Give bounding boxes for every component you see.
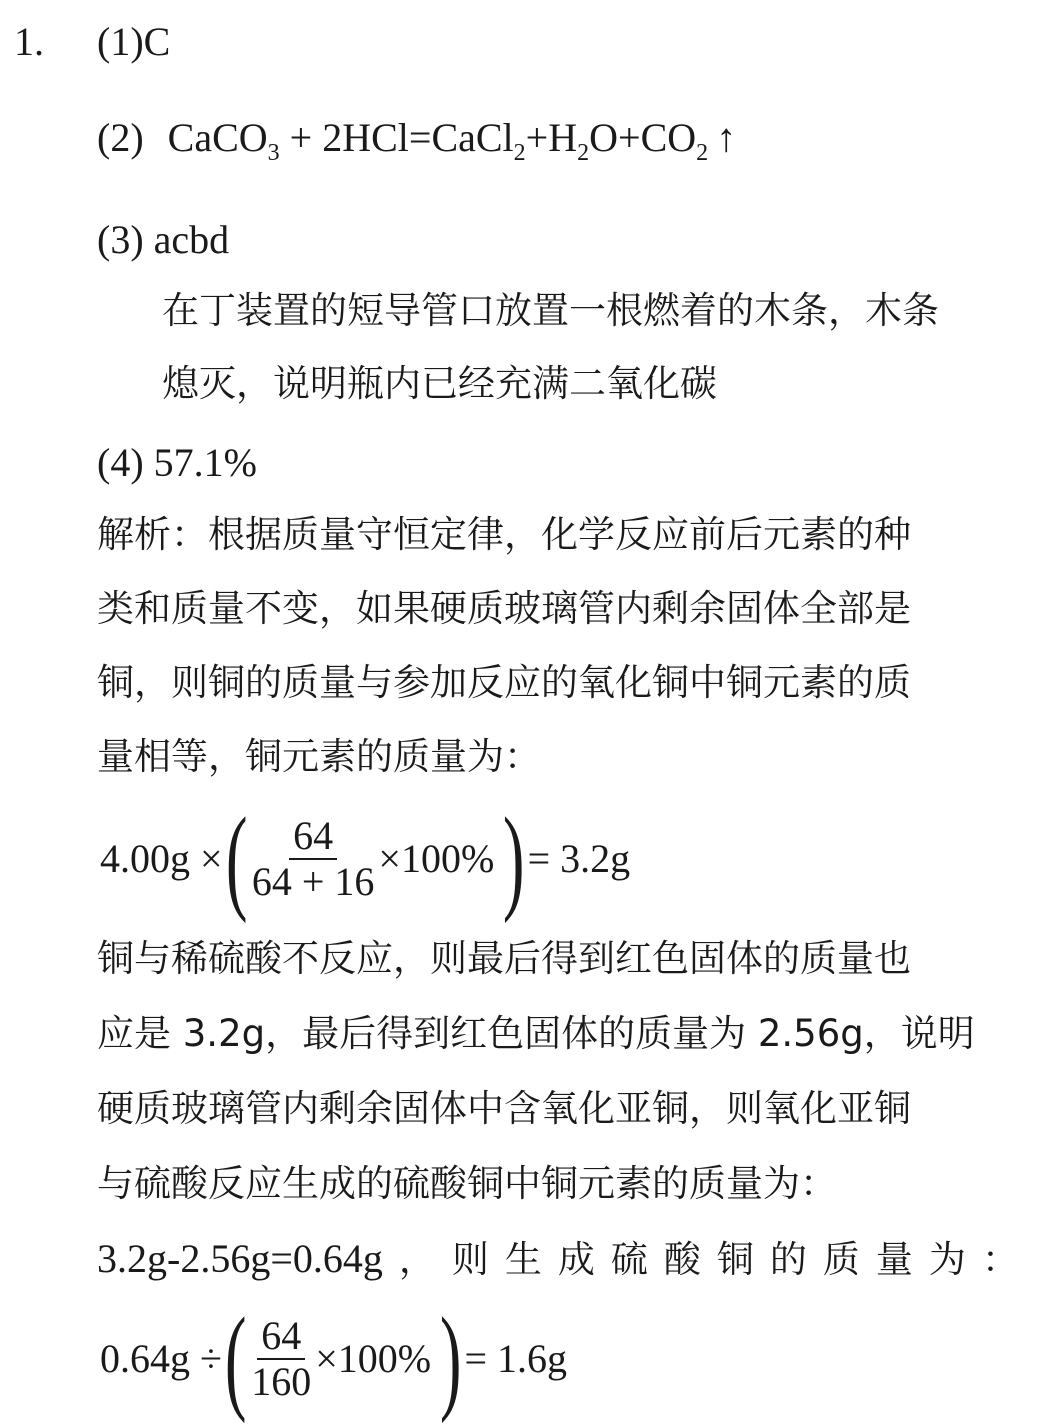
calc-text-char: 为 — [928, 1238, 966, 1281]
part3-label: (3) — [97, 217, 144, 262]
fraction-numerator: 64 — [257, 1316, 305, 1360]
analysis-line: 量相等，铜元素的质量为： — [97, 735, 541, 778]
part1-line — [97, 19, 171, 64]
part2-label: (2) — [97, 115, 144, 160]
fraction-denominator: 64 + 16 — [251, 859, 375, 904]
eq-part: +H — [525, 115, 578, 160]
fraction-denominator: 160 — [251, 1359, 312, 1404]
eq-subscript: 2 — [513, 140, 526, 166]
eq-subscript: 2 — [696, 140, 709, 166]
analysis-line: 应是 3.2g，最后得到红色固体的质量为 2.56g，说明 — [97, 1012, 975, 1055]
analysis-line: 与硫酸反应生成的硫酸铜中铜元素的质量为： — [97, 1162, 837, 1205]
formula-copper-sulfate-mass — [100, 1293, 567, 1424]
gas-arrow-icon: ↑ — [716, 115, 737, 160]
calc-text-char: 质 — [822, 1238, 860, 1281]
calc-text-char: 则 — [451, 1238, 489, 1281]
part1-answer: C — [143, 19, 171, 64]
part3-explanation-line1: 在丁装置的短导管口放置一根燃着的木条，木条 — [162, 289, 939, 332]
eq-subscript: 3 — [267, 140, 280, 166]
formula-times: ×100% — [315, 1336, 432, 1381]
calc-text-char: 生 — [504, 1238, 542, 1281]
calc-text-char: ： — [981, 1238, 1019, 1281]
formula-copper-mass — [100, 793, 631, 924]
part4-label: (4) — [97, 440, 144, 485]
formula-result: = 3.2g — [527, 836, 631, 881]
part3-explanation-line2: 熄灭，说明瓶内已经充满二氧化碳 — [162, 362, 717, 405]
eq-part: CaCO — [167, 115, 268, 160]
eq-subscript: 2 — [577, 140, 590, 166]
calc-text-char: 铜 — [716, 1238, 754, 1281]
right-paren: ) — [439, 1293, 462, 1424]
eq-part: + 2HCl=CaCl — [279, 115, 514, 160]
left-paren: ( — [225, 793, 248, 924]
analysis-line: 铜，则铜的质量与参加反应的氧化铜中铜元素的质 — [97, 661, 911, 704]
fraction-numerator: 64 — [289, 816, 337, 860]
calc-expression: 3.2g-2.56g=0.64g — [97, 1236, 383, 1281]
part1-label: (1) — [97, 19, 144, 64]
part4-line — [97, 440, 257, 485]
fraction — [247, 1313, 315, 1404]
calc-text-char: ， — [398, 1238, 436, 1281]
calc-text-char: 硫 — [610, 1238, 648, 1281]
calc-text-char: 的 — [769, 1238, 807, 1281]
part3-answer: acbd — [153, 217, 230, 262]
calc-line — [97, 1236, 1019, 1281]
analysis-line: 解析：根据质量守恒定律，化学反应前后元素的种 — [97, 513, 911, 556]
fraction — [248, 813, 379, 904]
analysis-line: 类和质量不变，如果硬质玻璃管内剩余固体全部是 — [97, 587, 911, 630]
formula-times: ×100% — [378, 836, 495, 881]
part2-line — [97, 115, 737, 166]
left-paren: ( — [224, 1293, 247, 1424]
chemical-equation — [167, 115, 737, 166]
formula-result: = 1.6g — [464, 1336, 567, 1381]
part3-line — [97, 217, 230, 262]
calc-text-char: 酸 — [663, 1238, 701, 1281]
analysis-line: 铜与稀硫酸不反应，则最后得到红色固体的质量也 — [97, 937, 911, 980]
analysis-line: 硬质玻璃管内剩余固体中含氧化亚铜，则氧化亚铜 — [97, 1087, 911, 1130]
part4-answer: 57.1% — [153, 440, 257, 485]
calc-text-char: 成 — [557, 1238, 595, 1281]
formula-left: 0.64g ÷ — [100, 1336, 222, 1381]
question-number: 1. — [14, 19, 44, 64]
right-paren: ) — [503, 793, 525, 924]
eq-part: O+CO — [589, 115, 697, 160]
calc-text-char: 量 — [875, 1238, 913, 1281]
formula-left: 4.00g × — [100, 836, 223, 881]
